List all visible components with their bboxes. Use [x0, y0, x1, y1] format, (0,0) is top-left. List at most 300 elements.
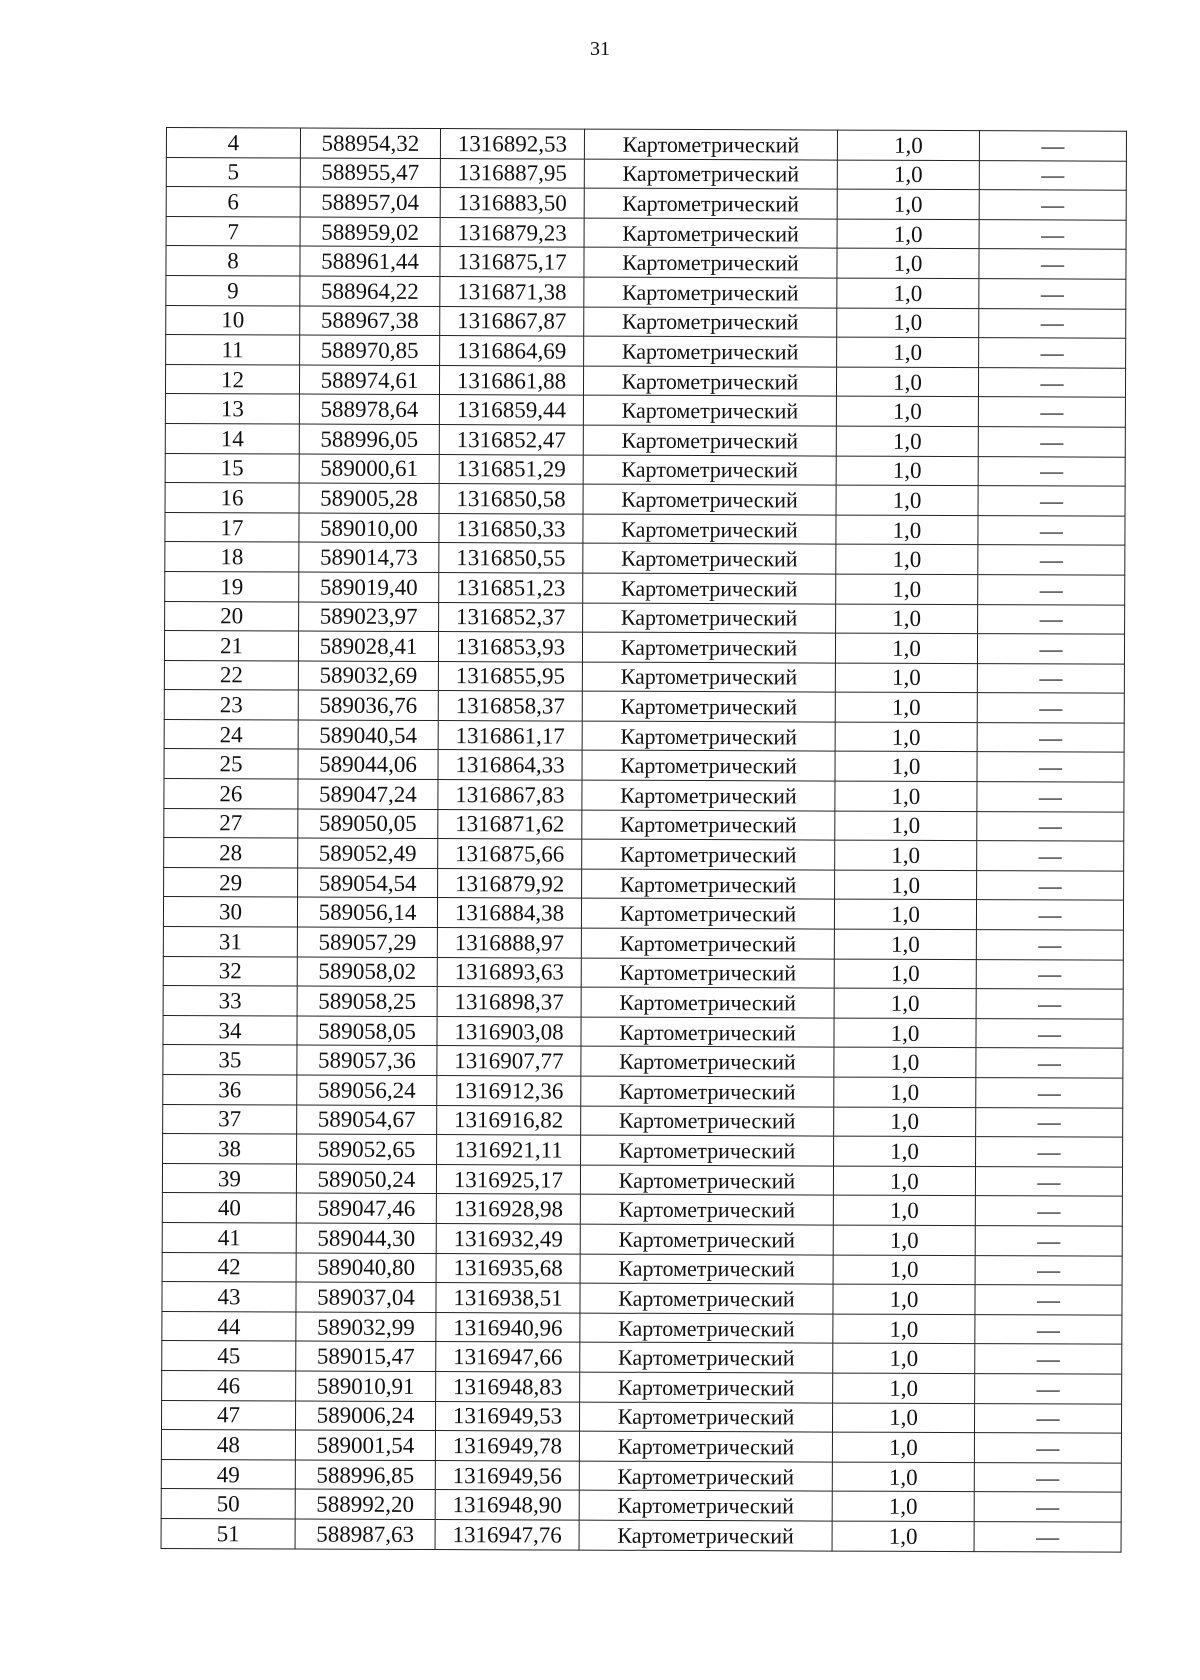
method-cell: Картометрический	[582, 691, 835, 722]
method-cell: Картометрический	[580, 1342, 833, 1373]
note-cell: —	[977, 841, 1124, 871]
method-cell: Картометрический	[582, 869, 835, 900]
table-row	[162, 1341, 1122, 1374]
method-cell: Картометрический	[583, 484, 836, 515]
accuracy-cell: 1,0	[834, 900, 976, 930]
point-number-cell: 24	[164, 719, 298, 749]
table-row	[164, 838, 1124, 871]
note-cell: —	[975, 1255, 1122, 1285]
accuracy-cell: 1,0	[836, 426, 978, 456]
accuracy-cell: 1,0	[833, 1373, 975, 1403]
point-number-cell: 34	[163, 1015, 297, 1045]
method-cell: Картометрический	[584, 159, 837, 190]
x-coordinate-cell: 588961,44	[300, 246, 440, 276]
table-row	[164, 631, 1124, 664]
accuracy-cell: 1,0	[837, 130, 979, 160]
y-coordinate-cell: 1316932,49	[436, 1224, 580, 1254]
y-coordinate-cell: 1316935,68	[436, 1253, 580, 1283]
table-row	[163, 897, 1123, 930]
table-row	[161, 1518, 1121, 1551]
point-number-cell: 9	[166, 275, 300, 305]
method-cell: Картометрический	[580, 1313, 833, 1344]
x-coordinate-cell: 588954,32	[300, 128, 440, 158]
point-number-cell: 32	[163, 956, 297, 986]
y-coordinate-cell: 1316875,17	[440, 247, 584, 277]
y-coordinate-cell: 1316855,95	[438, 661, 582, 691]
note-cell: —	[974, 1403, 1121, 1433]
method-cell: Картометрический	[583, 425, 836, 456]
method-cell: Картометрический	[583, 395, 836, 426]
y-coordinate-cell: 1316892,53	[440, 129, 584, 159]
point-number-cell: 29	[164, 867, 298, 897]
point-number-cell: 17	[165, 512, 299, 542]
x-coordinate-cell: 589015,47	[296, 1341, 436, 1371]
y-coordinate-cell: 1316851,29	[439, 454, 583, 484]
point-number-cell: 5	[166, 157, 300, 187]
table-row	[163, 927, 1123, 960]
note-cell: —	[978, 545, 1125, 575]
table-row	[161, 1400, 1121, 1433]
note-cell: —	[977, 782, 1124, 812]
point-number-cell: 4	[166, 128, 300, 158]
point-number-cell: 36	[163, 1074, 297, 1104]
accuracy-cell: 1,0	[835, 633, 977, 663]
point-number-cell: 15	[165, 453, 299, 483]
method-cell: Картометрический	[582, 662, 835, 693]
x-coordinate-cell: 589044,06	[298, 749, 438, 779]
accuracy-cell: 1,0	[832, 1491, 974, 1521]
x-coordinate-cell: 589054,67	[297, 1105, 437, 1135]
method-cell: Картометрический	[581, 1106, 834, 1137]
y-coordinate-cell: 1316912,36	[437, 1076, 581, 1106]
point-number-cell: 19	[165, 571, 299, 601]
point-number-cell: 25	[164, 749, 298, 779]
method-cell: Картометрический	[582, 780, 835, 811]
y-coordinate-cell: 1316852,47	[439, 424, 583, 454]
point-number-cell: 22	[164, 660, 298, 690]
x-coordinate-cell: 588967,38	[300, 306, 440, 336]
x-coordinate-cell: 589032,69	[298, 661, 438, 691]
accuracy-cell: 1,0	[832, 1462, 974, 1492]
table-row	[163, 956, 1123, 989]
point-number-cell: 51	[161, 1518, 295, 1548]
method-cell: Картометрический	[584, 129, 837, 160]
x-coordinate-cell: 589040,54	[298, 720, 438, 750]
y-coordinate-cell: 1316879,92	[438, 868, 582, 898]
table-row	[163, 986, 1123, 1019]
accuracy-cell: 1,0	[834, 988, 976, 1018]
note-cell: —	[979, 219, 1126, 249]
point-number-cell: 46	[162, 1370, 296, 1400]
point-number-cell: 20	[165, 601, 299, 631]
x-coordinate-cell: 588957,04	[300, 187, 440, 217]
point-number-cell: 41	[162, 1222, 296, 1252]
x-coordinate-cell: 589040,80	[296, 1253, 436, 1283]
y-coordinate-cell: 1316851,23	[439, 572, 583, 602]
method-cell: Картометрический	[584, 307, 837, 338]
accuracy-cell: 1,0	[833, 1343, 975, 1373]
accuracy-cell: 1,0	[837, 337, 979, 367]
accuracy-cell: 1,0	[835, 840, 977, 870]
note-cell: —	[976, 959, 1123, 989]
method-cell: Картометрический	[584, 188, 837, 219]
accuracy-cell: 1,0	[834, 1107, 976, 1137]
note-cell: —	[974, 1522, 1121, 1552]
method-cell: Картометрический	[581, 928, 834, 959]
method-cell: Картометрический	[583, 543, 836, 574]
y-coordinate-cell: 1316859,44	[439, 395, 583, 425]
table-row	[165, 394, 1125, 427]
accuracy-cell: 1,0	[837, 308, 979, 338]
y-coordinate-cell: 1316928,98	[436, 1194, 580, 1224]
y-coordinate-cell: 1316879,23	[440, 217, 584, 247]
x-coordinate-cell: 589057,36	[297, 1045, 437, 1075]
accuracy-cell: 1,0	[835, 663, 977, 693]
note-cell: —	[976, 1018, 1123, 1048]
accuracy-cell: 1,0	[835, 870, 977, 900]
method-cell: Картометрический	[580, 1254, 833, 1285]
accuracy-cell: 1,0	[835, 752, 977, 782]
point-number-cell: 13	[165, 394, 299, 424]
y-coordinate-cell: 1316861,88	[439, 365, 583, 395]
note-cell: —	[976, 1078, 1123, 1108]
x-coordinate-cell: 589052,49	[298, 838, 438, 868]
x-coordinate-cell: 589050,24	[296, 1164, 436, 1194]
accuracy-cell: 1,0	[834, 959, 976, 989]
y-coordinate-cell: 1316948,90	[435, 1490, 579, 1520]
method-cell: Картометрический	[582, 751, 835, 782]
note-cell: —	[979, 308, 1126, 338]
method-cell: Картометрический	[579, 1402, 832, 1433]
point-number-cell: 16	[165, 483, 299, 513]
accuracy-cell: 1,0	[836, 604, 978, 634]
table-row	[162, 1311, 1122, 1344]
accuracy-cell: 1,0	[833, 1314, 975, 1344]
y-coordinate-cell: 1316852,37	[439, 602, 583, 632]
y-coordinate-cell: 1316883,50	[440, 188, 584, 218]
y-coordinate-cell: 1316853,93	[438, 632, 582, 662]
accuracy-cell: 1,0	[832, 1432, 974, 1462]
accuracy-cell: 1,0	[836, 544, 978, 574]
point-number-cell: 44	[162, 1311, 296, 1341]
point-number-cell: 50	[161, 1489, 295, 1519]
point-number-cell: 11	[166, 335, 300, 365]
coordinates-table	[161, 127, 1127, 1552]
method-cell: Картометрический	[584, 277, 837, 308]
table-row	[165, 423, 1125, 456]
point-number-cell: 27	[164, 808, 298, 838]
table-row	[163, 1015, 1123, 1048]
table-row	[162, 1222, 1122, 1255]
table-row	[164, 749, 1124, 782]
y-coordinate-cell: 1316947,66	[436, 1342, 580, 1372]
note-cell: —	[976, 989, 1123, 1019]
table-row	[165, 453, 1125, 486]
point-number-cell: 43	[162, 1282, 296, 1312]
table-row	[163, 1074, 1123, 1107]
note-cell: —	[978, 367, 1125, 397]
accuracy-cell: 1,0	[835, 692, 977, 722]
x-coordinate-cell: 589037,04	[296, 1282, 436, 1312]
note-cell: —	[976, 1107, 1123, 1137]
table-row	[166, 216, 1126, 249]
coordinates-table-body	[161, 128, 1126, 1552]
note-cell: —	[977, 752, 1124, 782]
method-cell: Картометрический	[580, 1372, 833, 1403]
accuracy-cell: 1,0	[833, 1255, 975, 1285]
note-cell: —	[975, 1344, 1122, 1374]
method-cell: Картометрический	[581, 1047, 834, 1078]
table-row	[163, 1045, 1123, 1078]
x-coordinate-cell: 588996,05	[299, 424, 439, 454]
point-number-cell: 30	[163, 897, 297, 927]
method-cell: Картометрический	[581, 958, 834, 989]
y-coordinate-cell: 1316887,95	[440, 158, 584, 188]
x-coordinate-cell: 589057,29	[297, 927, 437, 957]
table-row	[165, 512, 1125, 545]
note-cell: —	[978, 515, 1125, 545]
y-coordinate-cell: 1316948,83	[436, 1371, 580, 1401]
x-coordinate-cell: 589036,76	[298, 690, 438, 720]
note-cell: —	[975, 1166, 1122, 1196]
table-row	[166, 187, 1126, 220]
point-number-cell: 23	[164, 690, 298, 720]
accuracy-cell: 1,0	[835, 781, 977, 811]
x-coordinate-cell: 589014,73	[299, 542, 439, 572]
x-coordinate-cell: 589005,28	[299, 483, 439, 513]
point-number-cell: 33	[163, 986, 297, 1016]
point-number-cell: 6	[166, 187, 300, 217]
point-number-cell: 14	[165, 423, 299, 453]
accuracy-cell: 1,0	[835, 722, 977, 752]
accuracy-cell: 1,0	[834, 1077, 976, 1107]
table-row	[164, 660, 1124, 693]
table-row	[161, 1489, 1121, 1522]
x-coordinate-cell: 589000,61	[299, 454, 439, 484]
x-coordinate-cell: 589054,54	[298, 868, 438, 898]
accuracy-cell: 1,0	[834, 1136, 976, 1166]
accuracy-cell: 1,0	[837, 219, 979, 249]
table-row	[161, 1459, 1121, 1492]
method-cell: Картометрический	[583, 455, 836, 486]
method-cell: Картометрический	[582, 810, 835, 841]
x-coordinate-cell: 589044,30	[296, 1223, 436, 1253]
x-coordinate-cell: 588964,22	[300, 276, 440, 306]
method-cell: Картометрический	[581, 1017, 834, 1048]
table-row	[162, 1252, 1122, 1285]
table-row	[164, 719, 1124, 752]
accuracy-cell: 1,0	[836, 515, 978, 545]
method-cell: Картометрический	[581, 1076, 834, 1107]
method-cell: Картометрический	[581, 1135, 834, 1166]
table-row	[165, 601, 1125, 634]
y-coordinate-cell: 1316916,82	[437, 1105, 581, 1135]
table-row	[163, 1134, 1123, 1167]
method-cell: Картометрический	[584, 336, 837, 367]
y-coordinate-cell: 1316938,51	[436, 1283, 580, 1313]
table-row	[162, 1282, 1122, 1315]
method-cell: Картометрический	[583, 573, 836, 604]
note-cell: —	[977, 663, 1124, 693]
note-cell: —	[977, 722, 1124, 752]
method-cell: Картометрический	[583, 366, 836, 397]
table-row	[164, 867, 1124, 900]
accuracy-cell: 1,0	[836, 456, 978, 486]
method-cell: Картометрический	[584, 247, 837, 278]
x-coordinate-cell: 589050,05	[298, 809, 438, 839]
note-cell: —	[979, 160, 1126, 190]
accuracy-cell: 1,0	[832, 1521, 974, 1551]
y-coordinate-cell: 1316898,37	[437, 987, 581, 1017]
y-coordinate-cell: 1316884,38	[437, 898, 581, 928]
method-cell: Картометрический	[581, 899, 834, 930]
accuracy-cell: 1,0	[834, 1047, 976, 1077]
note-cell: —	[978, 456, 1125, 486]
table-row	[164, 779, 1124, 812]
table-row	[166, 128, 1126, 161]
x-coordinate-cell: 589058,02	[297, 957, 437, 987]
table-row	[166, 157, 1126, 190]
note-cell: —	[976, 1137, 1123, 1167]
x-coordinate-cell: 588959,02	[300, 217, 440, 247]
x-coordinate-cell: 589010,91	[296, 1371, 436, 1401]
y-coordinate-cell: 1316867,83	[438, 780, 582, 810]
point-number-cell: 28	[164, 838, 298, 868]
y-coordinate-cell: 1316871,38	[440, 277, 584, 307]
y-coordinate-cell: 1316940,96	[436, 1312, 580, 1342]
accuracy-cell: 1,0	[837, 189, 979, 219]
note-cell: —	[974, 1492, 1121, 1522]
x-coordinate-cell: 588987,63	[295, 1519, 435, 1549]
x-coordinate-cell: 588996,85	[295, 1460, 435, 1490]
x-coordinate-cell: 589058,25	[297, 986, 437, 1016]
x-coordinate-cell: 588974,61	[299, 365, 439, 395]
note-cell: —	[978, 427, 1125, 457]
method-cell: Картометрический	[579, 1431, 832, 1462]
point-number-cell: 42	[162, 1252, 296, 1282]
x-coordinate-cell: 589001,54	[295, 1430, 435, 1460]
table-row	[162, 1193, 1122, 1226]
y-coordinate-cell: 1316861,17	[438, 720, 582, 750]
x-coordinate-cell: 588978,64	[299, 394, 439, 424]
note-cell: —	[975, 1285, 1122, 1315]
y-coordinate-cell: 1316893,63	[437, 957, 581, 987]
y-coordinate-cell: 1316907,77	[437, 1046, 581, 1076]
note-cell: —	[979, 190, 1126, 220]
method-cell: Картометрический	[579, 1490, 832, 1521]
method-cell: Картометрический	[582, 721, 835, 752]
method-cell: Картометрический	[581, 987, 834, 1018]
y-coordinate-cell: 1316947,76	[435, 1519, 579, 1549]
accuracy-cell: 1,0	[836, 367, 978, 397]
x-coordinate-cell: 589056,24	[297, 1075, 437, 1105]
note-cell: —	[976, 930, 1123, 960]
accuracy-cell: 1,0	[834, 1018, 976, 1048]
point-number-cell: 37	[163, 1104, 297, 1134]
note-cell: —	[975, 1374, 1122, 1404]
x-coordinate-cell: 588955,47	[300, 158, 440, 188]
x-coordinate-cell: 589023,97	[299, 602, 439, 632]
accuracy-cell: 1,0	[835, 811, 977, 841]
y-coordinate-cell: 1316864,69	[440, 336, 584, 366]
table-row	[165, 542, 1125, 575]
method-cell: Картометрический	[580, 1194, 833, 1225]
point-number-cell: 8	[166, 246, 300, 276]
x-coordinate-cell: 588970,85	[300, 335, 440, 365]
y-coordinate-cell: 1316925,17	[436, 1164, 580, 1194]
table-row	[163, 1104, 1123, 1137]
table-row	[166, 275, 1126, 308]
note-cell: —	[974, 1433, 1121, 1463]
accuracy-cell: 1,0	[836, 396, 978, 426]
accuracy-cell: 1,0	[836, 485, 978, 515]
note-cell: —	[978, 604, 1125, 634]
point-number-cell: 31	[163, 927, 297, 957]
note-cell: —	[977, 870, 1124, 900]
point-number-cell: 49	[161, 1459, 295, 1489]
y-coordinate-cell: 1316903,08	[437, 1016, 581, 1046]
table-row	[164, 690, 1124, 723]
method-cell: Картометрический	[582, 632, 835, 663]
note-cell: —	[978, 575, 1125, 605]
note-cell: —	[979, 279, 1126, 309]
y-coordinate-cell: 1316888,97	[437, 928, 581, 958]
x-coordinate-cell: 589047,24	[298, 779, 438, 809]
method-cell: Картометрический	[579, 1461, 832, 1492]
x-coordinate-cell: 589032,99	[296, 1312, 436, 1342]
table-row	[162, 1163, 1122, 1196]
table-row	[165, 483, 1125, 516]
table-row	[166, 246, 1126, 279]
note-cell: —	[979, 131, 1126, 161]
point-number-cell: 38	[163, 1134, 297, 1164]
point-number-cell: 26	[164, 779, 298, 809]
table-row	[164, 808, 1124, 841]
note-cell: —	[977, 811, 1124, 841]
y-coordinate-cell: 1316867,87	[440, 306, 584, 336]
note-cell: —	[978, 397, 1125, 427]
point-number-cell: 10	[166, 305, 300, 335]
point-number-cell: 45	[162, 1341, 296, 1371]
method-cell: Картометрический	[583, 514, 836, 545]
y-coordinate-cell: 1316875,66	[438, 839, 582, 869]
y-coordinate-cell: 1316850,58	[439, 484, 583, 514]
accuracy-cell: 1,0	[837, 160, 979, 190]
accuracy-cell: 1,0	[834, 929, 976, 959]
point-number-cell: 39	[162, 1163, 296, 1193]
page-number: 31	[590, 38, 610, 60]
accuracy-cell: 1,0	[833, 1166, 975, 1196]
method-cell: Картометрический	[579, 1520, 832, 1551]
y-coordinate-cell: 1316921,11	[437, 1135, 581, 1165]
note-cell: —	[976, 1048, 1123, 1078]
method-cell: Картометрический	[580, 1165, 833, 1196]
note-cell: —	[976, 900, 1123, 930]
note-cell: —	[979, 249, 1126, 279]
y-coordinate-cell: 1316949,78	[435, 1431, 579, 1461]
x-coordinate-cell: 589010,00	[299, 513, 439, 543]
table-row	[165, 364, 1125, 397]
y-coordinate-cell: 1316864,33	[438, 750, 582, 780]
method-cell: Картометрический	[580, 1283, 833, 1314]
point-number-cell: 47	[161, 1400, 295, 1430]
method-cell: Картометрический	[580, 1224, 833, 1255]
note-cell: —	[975, 1196, 1122, 1226]
point-number-cell: 18	[165, 542, 299, 572]
point-number-cell: 7	[166, 216, 300, 246]
table-row	[165, 571, 1125, 604]
accuracy-cell: 1,0	[833, 1195, 975, 1225]
